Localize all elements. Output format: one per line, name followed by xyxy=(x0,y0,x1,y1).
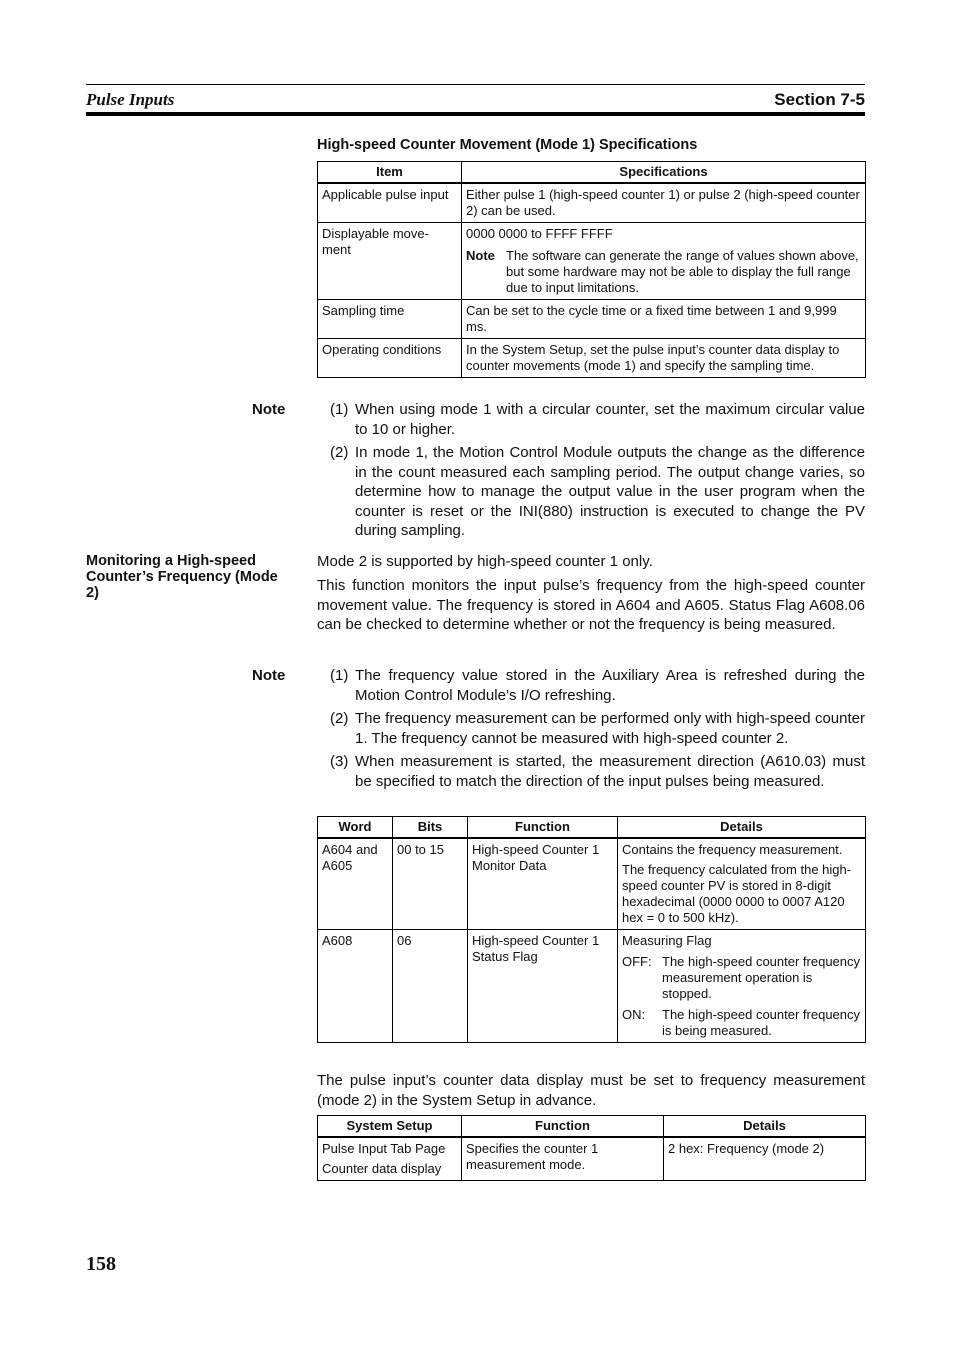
page-number: 158 xyxy=(86,1253,116,1275)
table-cell: High-speed Counter 1 Status Flag xyxy=(468,930,618,1043)
list-item-text: When using mode 1 with a circular counter, set the maximum circular value to 10 or higher. xyxy=(355,401,865,438)
note-list xyxy=(330,400,865,545)
system-setup-table xyxy=(317,1115,866,1181)
list-item-text: In mode 1, the Motion Control Module outputs the change as the difference in the count measured each sampling period. The output change varies, so determine how to manage the output value in the user program when the counter is reset or the INI(880) instruction is executed to change the PV during sampling. xyxy=(355,444,865,539)
table-row xyxy=(318,339,866,378)
section-number: Section 7-5 xyxy=(774,90,865,109)
table-row xyxy=(318,300,866,339)
table-cell: Sampling time xyxy=(318,300,462,339)
note-label: Note xyxy=(466,248,495,263)
cell-text: Contains the frequency measurement. xyxy=(622,842,843,857)
paragraph: The pulse input’s counter data display must be set to frequency measurement (mode 2) in the System Setup in advance. xyxy=(317,1072,865,1109)
cell-text: Measuring Flag xyxy=(622,933,712,948)
table-row xyxy=(318,838,866,930)
header-rule-top xyxy=(86,84,865,85)
table-cell: Can be set to the cycle time or a fixed time between 1 and 9,999 ms. xyxy=(462,300,866,339)
section-side-heading: Monitoring a High-speed Counter’s Frequency (Mode 2) xyxy=(86,553,278,601)
note-label: Note xyxy=(252,667,286,684)
column-header: Details xyxy=(618,817,866,839)
flag-off-line xyxy=(622,954,861,1002)
table-cell xyxy=(462,223,866,300)
list-item-text: The frequency value stored in the Auxiliary Area is refreshed during the Motion Control Module’s I/O refreshing. xyxy=(355,667,865,704)
table-cell xyxy=(618,838,866,930)
paragraph: This function monitors the input pulse’s frequency from the high-speed counter movement value. The frequency is stored in A604 and A605. Status Flag A608.06 can be checked to determine whether or not the frequency is being measured. xyxy=(317,577,865,633)
running-header-title: Pulse Inputs xyxy=(86,90,175,109)
table-cell: A604 and A605 xyxy=(318,838,393,930)
flag-label: ON: xyxy=(622,1007,646,1022)
flag-text: The high-speed counter frequency measurement operation is stopped. xyxy=(662,954,861,1001)
flag-label: OFF: xyxy=(622,954,652,969)
cell-note xyxy=(466,248,861,296)
column-header: Function xyxy=(462,1116,664,1138)
spec-table-caption: High-speed Counter Movement (Mode 1) Specifications xyxy=(317,137,698,153)
note-text: The software can generate the range of values shown above, but some hardware may not be able to display the full range due to input limitations. xyxy=(506,248,859,295)
list-item-number: (2) xyxy=(330,444,349,461)
table-cell xyxy=(618,930,866,1043)
table-cell: 00 to 15 xyxy=(393,838,468,930)
spec-table xyxy=(317,161,866,378)
table-cell: Specifies the counter 1 measurement mode. xyxy=(462,1137,664,1181)
table-cell: In the System Setup, set the pulse input’s counter data display to counter movements (mode 1) and specify the sampling time. xyxy=(462,339,866,378)
column-header: Word xyxy=(318,817,393,839)
cell-text: 0000 0000 to FFFF FFFF xyxy=(466,226,613,241)
word-table xyxy=(317,816,866,1043)
column-header: System Setup xyxy=(318,1116,462,1138)
list-item-number: (2) xyxy=(330,710,349,727)
column-header: Bits xyxy=(393,817,468,839)
list-item xyxy=(330,400,865,439)
note-label: Note xyxy=(252,401,286,418)
column-header: Function xyxy=(468,817,618,839)
note-list xyxy=(330,666,865,795)
list-item-number: (1) xyxy=(330,401,349,418)
table-cell: Applicable pulse input xyxy=(318,183,462,223)
table-cell: Displayable move-ment xyxy=(318,223,462,300)
table-cell: Operating conditions xyxy=(318,339,462,378)
table-row xyxy=(318,1137,866,1181)
header-rule-bottom xyxy=(86,112,865,116)
list-item xyxy=(330,666,865,705)
list-item-number: (3) xyxy=(330,753,349,770)
list-item-number: (1) xyxy=(330,667,349,684)
list-item xyxy=(330,443,865,541)
flag-on-line xyxy=(622,1007,861,1039)
list-item-text: When measurement is started, the measurement direction (A610.03) must be specified to match the direction of the input pulses being measured. xyxy=(355,753,865,790)
column-header: Details xyxy=(664,1116,866,1138)
table-cell: 06 xyxy=(393,930,468,1043)
table-row xyxy=(318,183,866,223)
table-cell: A608 xyxy=(318,930,393,1043)
list-item xyxy=(330,752,865,791)
column-header: Specifications xyxy=(462,162,866,184)
cell-text: Pulse Input Tab Page xyxy=(322,1141,446,1156)
cell-text: Counter data display xyxy=(322,1161,442,1176)
column-header: Item xyxy=(318,162,462,184)
table-cell: 2 hex: Frequency (mode 2) xyxy=(664,1137,866,1181)
table-cell: Either pulse 1 (high-speed counter 1) or pulse 2 (high-speed counter 2) can be used. xyxy=(462,183,866,223)
table-cell: High-speed Counter 1 Monitor Data xyxy=(468,838,618,930)
flag-text: The high-speed counter frequency is being measured. xyxy=(662,1007,861,1038)
paragraph: Mode 2 is supported by high-speed counter 1 only. xyxy=(317,553,653,570)
table-row xyxy=(318,930,866,1043)
list-item xyxy=(330,709,865,748)
cell-text: The frequency calculated from the high-speed counter PV is stored in 8-digit hexadecimal (0000 0000 to 0007 A120 hex = 0 to 500 kHz). xyxy=(622,862,852,925)
table-row xyxy=(318,223,866,300)
list-item-text: The frequency measurement can be performed only with high-speed counter 1. The frequency cannot be measured with high-speed counter 2. xyxy=(355,710,865,747)
table-cell xyxy=(318,1137,462,1181)
